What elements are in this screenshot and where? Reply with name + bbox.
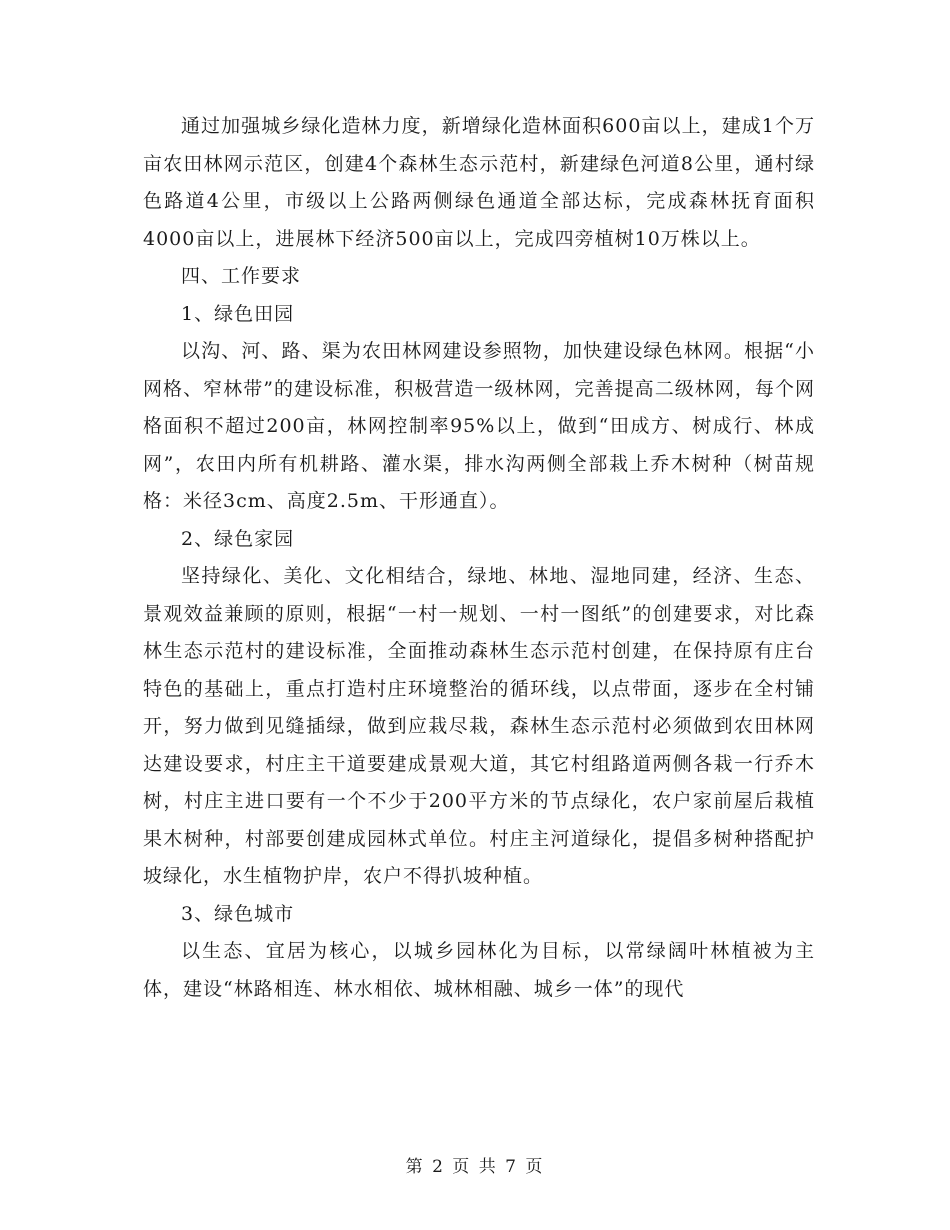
subheading-green-homes: 2、绿色家园 xyxy=(181,527,295,550)
subheading-green-city: 3、绿色城市 xyxy=(181,902,295,925)
document-body xyxy=(143,108,815,1008)
paragraph-targets: 通过加强城乡绿化造林力度，新增绿化造林面积600亩以上，建成1个万亩农田林网示范区，创建4个森林生态示范村，新建绿色河道8公里，通村绿色路道4公里，市级以上公路两侧绿色通道全部达标，完成森林抚育面积4000亩以上，进展林下经济500亩以上，完成四旁植树10万株以上。 xyxy=(143,115,815,250)
paragraph-green-city: 以生态、宜居为核心，以城乡园林化为目标，以常绿阔叶林植被为主体，建设“林路相连、林水相依、城林相融、城乡一体”的现代 xyxy=(143,940,815,1000)
subheading-green-fields: 1、绿色田园 xyxy=(181,302,295,325)
section-heading-work-requirements: 四、工作要求 xyxy=(181,265,302,287)
paragraph-green-fields: 以沟、河、路、渠为农田林网建设参照物，加快建设绿色林网。根据“小网格、窄林带”的建设标准，积极营造一级林网，完善提高二级林网，每个网格面积不超过200亩，林网控制率95%以上，做到“田成方、树成行、林成网”，农田内所有机耕路、灌水渠，排水沟两侧全部栽上乔木树种（树苗规格：米径3cm、高度2.5m、干形通直）。 xyxy=(143,340,815,512)
paragraph-green-homes: 坚持绿化、美化、文化相结合，绿地、林地、湿地同建，经济、生态、景观效益兼顾的原则，根据“一村一规划、一村一图纸”的创建要求，对比森林生态示范村的建设标准，全面推动森林生态示范村创建，在保持原有庄台特色的基础上，重点打造村庄环境整治的循环线，以点带面，逐步在全村铺开，努力做到见缝插绿，做到应栽尽栽，森林生态示范村必须做到农田林网达建设要求，村庄主干道要建成景观大道，其它村组路道两侧各栽一行乔木树，村庄主进口要有一个不少于200平方米的节点绿化，农户家前屋后栽植果木树种，村部要创建成园林式单位。村庄主河道绿化，提倡多树种搭配护坡绿化，水生植物护岸，农户不得扒坡种植。 xyxy=(143,565,815,887)
page-footer: 第 2 页 共 7 页 xyxy=(405,1157,545,1177)
